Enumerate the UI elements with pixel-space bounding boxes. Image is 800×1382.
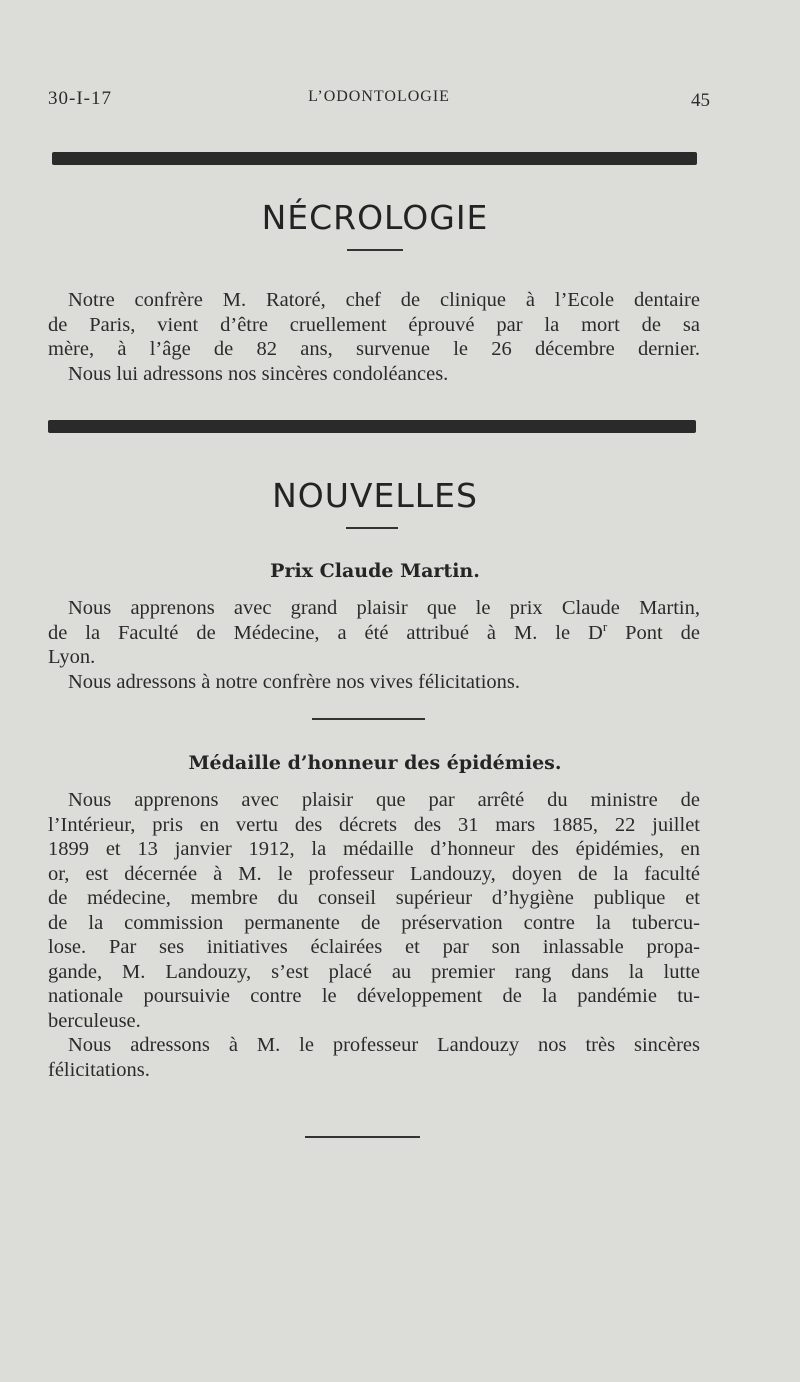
text-line: de Paris, vient d’être cruellement éprouvé par la mort de sa xyxy=(48,313,700,336)
text-line: Lyon. xyxy=(48,646,96,668)
article-separator xyxy=(312,718,425,720)
text-line: 1899 et 13 janvier 1912, la médaille d’honneur des épidémies, en xyxy=(48,838,700,860)
section-divider-top xyxy=(52,152,697,165)
title-underline xyxy=(347,249,403,251)
text-line: nationale poursuivie contre le développement de la pandémie tu- xyxy=(48,985,700,1007)
text-line: Nous lui adressons nos sincères condoléances. xyxy=(68,362,449,385)
text-line: Nous adressons à M. le professeur Landouzy nos très sincères xyxy=(68,1034,700,1056)
text-line: mère, à l’âge de 82 ans, survenue le 26 décembre dernier. xyxy=(48,338,700,360)
page-number: 45 xyxy=(691,90,710,111)
text-line: l’Intérieur, pris en vertu des décrets des 31 mars 1885, 22 juillet xyxy=(48,813,700,836)
text-line: félicitations. xyxy=(48,1058,150,1081)
medaille-paragraph xyxy=(48,788,700,1082)
text-line: Nous apprenons avec plaisir que par arrêté du ministre de xyxy=(68,789,700,811)
text-line: Nous apprenons avec grand plaisir que le prix Claude Martin, xyxy=(68,597,700,619)
section-divider-middle xyxy=(48,420,696,433)
text-line: gande, M. Landouzy, s’est placé au premier rang dans la lutte xyxy=(48,960,700,983)
text-line: berculeuse. xyxy=(48,1009,141,1032)
prix-paragraph xyxy=(48,596,700,694)
text-line: de la commission permanente de préservation contre la tubercu- xyxy=(48,911,700,934)
text-line: Nous adressons à notre confrère nos vives félicitations. xyxy=(68,670,521,693)
necrologie-paragraph xyxy=(48,288,700,386)
issue-date: 30-I-17 xyxy=(48,88,112,109)
end-separator xyxy=(305,1136,420,1138)
text-line: Notre confrère M. Ratoré, chef de clinique à l’Ecole dentaire xyxy=(68,289,700,311)
running-head xyxy=(48,88,710,118)
text-line: de médecine, membre du conseil supérieur d’hygiène publique et xyxy=(48,887,700,909)
title-underline xyxy=(346,527,398,529)
journal-title: L’ODONTOLOGIE xyxy=(308,88,450,105)
section-title-nouvelles: NOUVELLES xyxy=(272,476,478,515)
article-heading-prix: Prix Claude Martin. xyxy=(270,560,480,582)
text-line: de la Faculté de Médecine, a été attribué à M. le $D^r$ Pont de xyxy=(48,618,700,644)
text-line: lose. Par ses initiatives éclairées et par son inlassable propa- xyxy=(48,936,700,958)
section-title-necrologie: NÉCROLOGIE xyxy=(261,198,489,237)
text-line: or, est décernée à M. le professeur Landouzy, doyen de la faculté xyxy=(48,862,700,885)
article-heading-medaille: Médaille d’honneur des épidémies. xyxy=(188,752,562,774)
